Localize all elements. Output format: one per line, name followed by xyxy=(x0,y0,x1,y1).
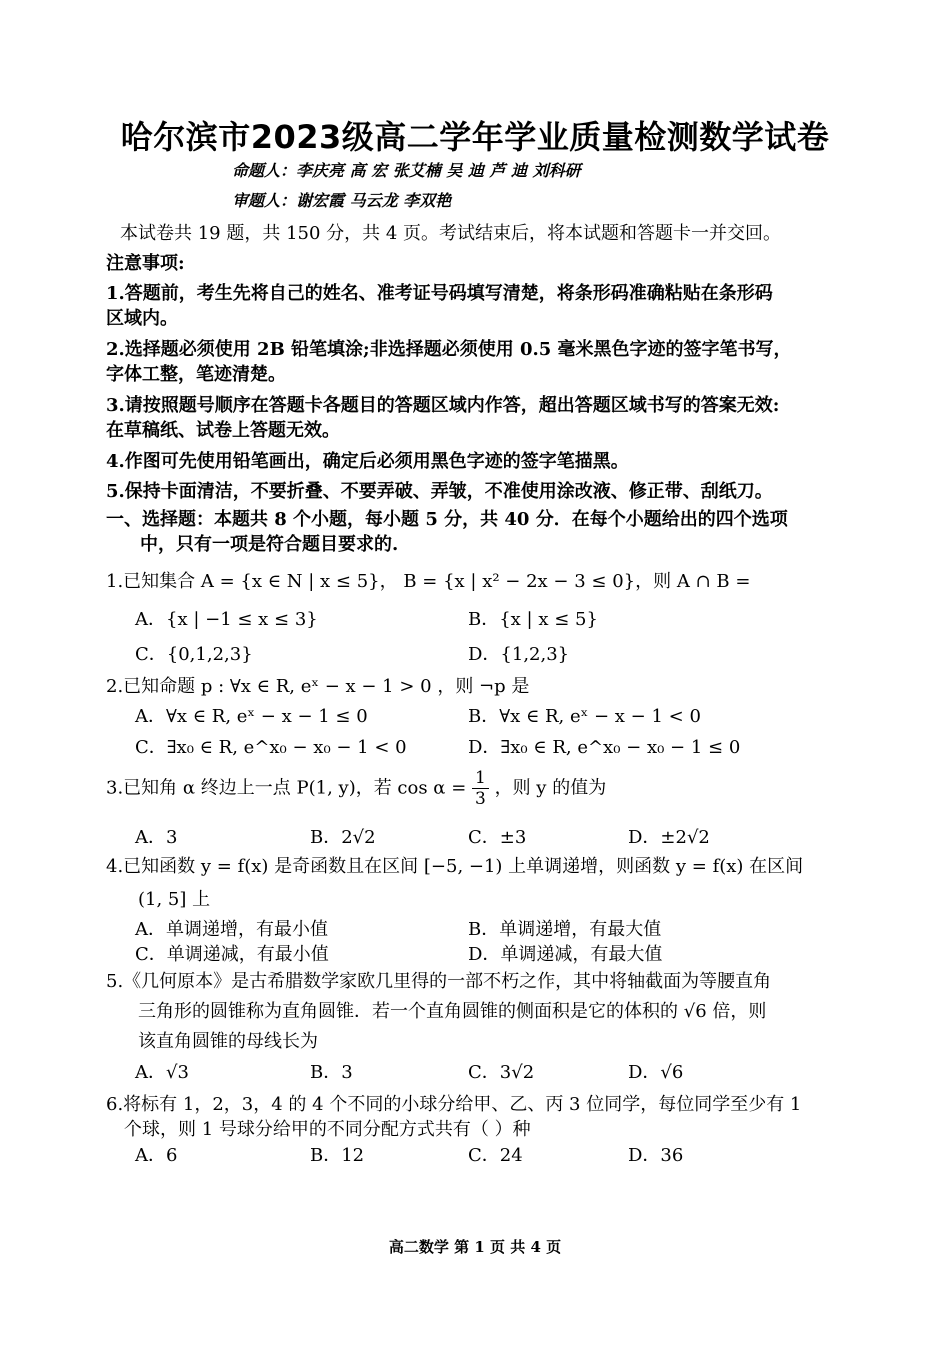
notice-heading: 注意事项: xyxy=(106,253,185,274)
intro-text: 本试卷共 19 题，共 150 分，共 4 页。考试结束后，将本试题和答题卡一并交回。 xyxy=(120,223,782,244)
question-5-stem: 5.《几何原本》是古希腊数学家欧几里得的一部不朽之作，其中将轴截面为等腰直角 xyxy=(106,971,772,992)
exam-title: 哈尔滨市2023级高二学年学业质量检测数学试卷 xyxy=(120,118,830,156)
q2-option-d: D．∃x₀ ∈ R, e^x₀ − x₀ − 1 ≤ 0 xyxy=(468,737,741,758)
question-4-stem-cont: (1, 5] 上 xyxy=(138,889,211,910)
q5-option-d: D．√6 xyxy=(628,1062,684,1083)
q5-option-a: A．√3 xyxy=(135,1062,189,1083)
page-footer: 高二数学 第 1 页 共 4 页 xyxy=(388,1238,562,1256)
notice-item: 3.请按照题号顺序在答题卡各题目的答题区域内作答，超出答题区域书写的答案无效: xyxy=(106,395,780,416)
q6-option-b: B．12 xyxy=(310,1145,365,1166)
q4-option-d: D．单调递减，有最大值 xyxy=(468,944,663,965)
section-heading: 一、选择题：本题共 8 个小题，每小题 5 分，共 40 分．在每个小题给出的四个选项 xyxy=(106,509,788,530)
q3-option-a: A．3 xyxy=(135,827,178,848)
question-6-stem-cont: 个球，则 1 号球分给甲的不同分配方式共有（ ）种 xyxy=(124,1119,531,1140)
q4-option-b: B．单调递增，有最大值 xyxy=(468,919,662,940)
q5-option-b: B．3 xyxy=(310,1062,353,1083)
fraction-denominator: 3 xyxy=(475,789,486,809)
section-heading-cont: 中，只有一项是符合题目要求的. xyxy=(140,534,399,555)
q4-option-c: C．单调递减，有最小值 xyxy=(135,944,329,965)
notice-item: 区域内。 xyxy=(106,308,178,329)
notice-item: 1.答题前，考生先将自己的姓名、准考证号码填写清楚，将条形码准确粘贴在条形码 xyxy=(106,283,773,304)
q3-option-d: D．±2√2 xyxy=(628,827,710,848)
q6-option-a: A．6 xyxy=(135,1145,178,1166)
q2-option-b: B．∀x ∈ R, eˣ − x − 1 < 0 xyxy=(468,706,701,727)
q6-option-d: D．36 xyxy=(628,1145,684,1166)
q1-option-a: A．{x | −1 ≤ x ≤ 3} xyxy=(135,609,318,630)
notice-item: 4.作图可先使用铅笔画出，确定后必须用黑色字迹的签字笔描黑。 xyxy=(106,451,629,472)
question-1-stem: 1.已知集合 A = {x ∈ N | x ≤ 5}， B = {x | x² − 2x − 3 ≤ 0}，则 A ∩ B = xyxy=(106,571,751,592)
notice-item: 2.选择题必须使用 2B 铅笔填涂;非选择题必须使用 0.5 毫米黑色字迹的签字笔书写， xyxy=(106,339,792,360)
question-4-stem: 4.已知函数 y = f(x) 是奇函数且在区间 [−5, −1) 上单调递增，则函数 y = f(x) 在区间 xyxy=(106,856,804,877)
q3-option-c: C．±3 xyxy=(468,827,527,848)
question-3-stem xyxy=(106,768,606,809)
q5-option-c: C．3√2 xyxy=(468,1062,535,1083)
question-5-stem-cont: 三角形的圆锥称为直角圆锥．若一个直角圆锥的侧面积是它的体积的 √6 倍，则 xyxy=(138,1001,767,1022)
q3-stem-part-2: ，则 y 的值为 xyxy=(494,777,607,799)
notice-item: 字体工整，笔迹清楚。 xyxy=(106,364,286,385)
question-2-stem: 2.已知命题 p : ∀x ∈ R, eˣ − x − 1 > 0 ，则 ¬p 是 xyxy=(106,676,530,697)
q1-option-c: C．{0,1,2,3} xyxy=(135,644,253,665)
question-6-stem: 6.将标有 1，2，3，4 的 4 个不同的小球分给甲、乙、丙 3 位同学，每位同学至少有 1 xyxy=(106,1094,802,1115)
q6-option-c: C．24 xyxy=(468,1145,523,1166)
q3-option-b: B．2√2 xyxy=(310,827,376,848)
authors-line: 命题人：李庆亮 高 宏 张艾楠 吴 迪 芦 迪 刘科研 xyxy=(232,161,581,180)
question-5-stem-cont: 该直角圆锥的母线长为 xyxy=(138,1031,318,1052)
q3-stem-part-1: 3.已知角 α 终边上一点 P(1, y)，若 cos α = xyxy=(106,777,467,799)
q1-option-d: D．{1,2,3} xyxy=(468,644,570,665)
q4-option-a: A．单调递增，有最小值 xyxy=(135,919,328,940)
reviewers-line: 审题人：谢宏霞 马云龙 李双艳 xyxy=(232,191,452,210)
notice-item: 在草稿纸、试卷上答题无效。 xyxy=(106,420,340,441)
q2-option-a: A．∀x ∈ R, eˣ − x − 1 ≤ 0 xyxy=(135,706,368,727)
fraction-one-third xyxy=(472,768,489,809)
q1-option-b: B．{x | x ≤ 5} xyxy=(468,609,598,630)
notice-item: 5.保持卡面清洁，不要折叠、不要弄破、弄皱，不准使用涂改液、修正带、刮纸刀。 xyxy=(106,481,773,502)
fraction-numerator: 1 xyxy=(472,768,489,789)
q2-option-c: C．∃x₀ ∈ R, e^x₀ − x₀ − 1 < 0 xyxy=(135,737,407,758)
